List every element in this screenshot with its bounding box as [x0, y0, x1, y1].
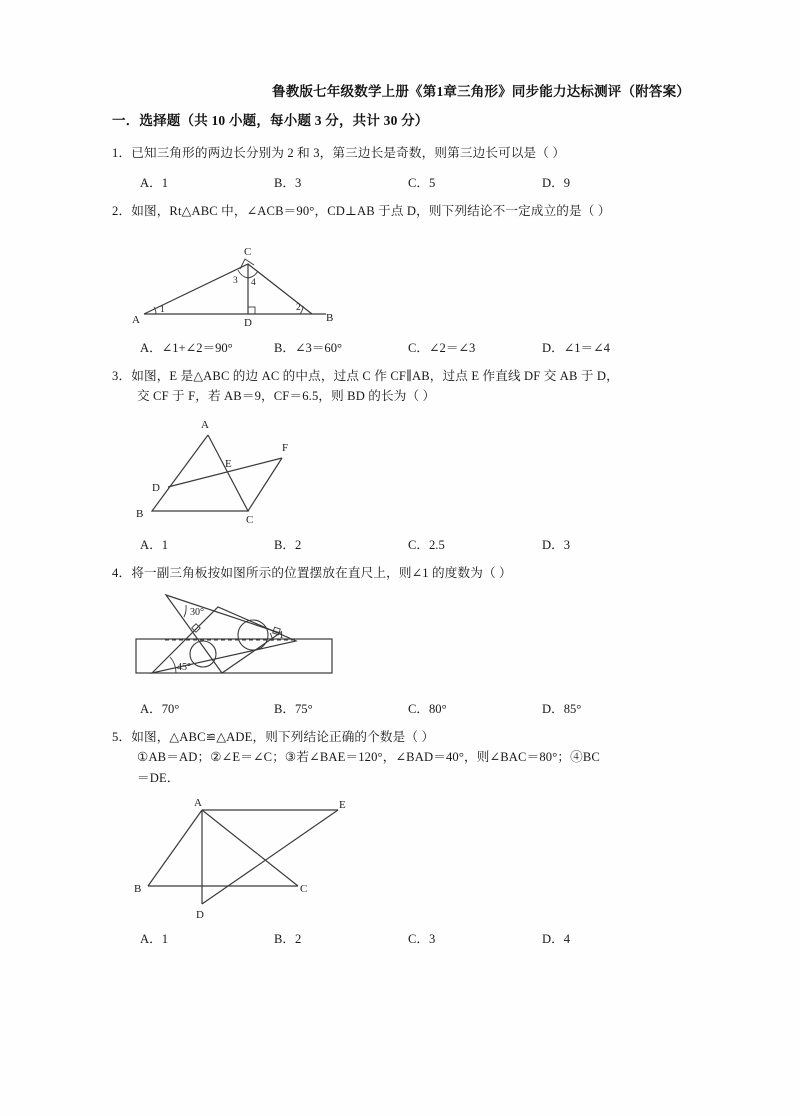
question-3-stem-line2: 交 CF 于 F，若 AB＝9，CF＝6.5，则 BD 的长为（ ）	[137, 389, 436, 404]
label-B: B	[326, 311, 334, 324]
option-a[interactable]: A．1	[140, 176, 168, 191]
option-c[interactable]: C．3	[408, 932, 436, 947]
label-angle-30: 30°	[190, 606, 204, 618]
option-c[interactable]: C．80°	[408, 701, 447, 716]
option-b[interactable]: B．2	[274, 537, 302, 552]
option-c[interactable]: C．5	[408, 176, 436, 191]
label-D: D	[152, 481, 160, 494]
question-2-figure	[112, 228, 690, 328]
page-title: 鲁教版七年级数学上册《第1章三角形》同步能力达标测评（附答案）	[272, 84, 690, 99]
question-4	[112, 563, 690, 717]
question-5	[112, 727, 690, 947]
question-1-options	[112, 172, 690, 191]
question-5-stem-line3: ＝DE．	[137, 770, 180, 785]
question-3-number: 3．	[112, 368, 132, 383]
congruent-triangles-diagram	[130, 794, 375, 919]
option-c[interactable]: C．∠2＝∠3	[408, 340, 476, 355]
question-5-stem	[112, 727, 690, 747]
label-angle-2: 2	[296, 302, 301, 313]
question-2-text: 如图，Rt△ABC 中，∠ACB＝90°，CD⊥AB 于点 D，则下列结论不一定成立的是（ ）	[131, 204, 611, 219]
label-angle-1: 1	[279, 629, 284, 641]
question-3	[112, 366, 690, 553]
question-5-number: 5．	[112, 729, 132, 744]
option-b[interactable]: B．2	[274, 932, 302, 947]
question-3-options	[112, 534, 690, 553]
label-C: C	[300, 883, 308, 896]
label-C: C	[246, 513, 254, 525]
label-B: B	[136, 507, 144, 520]
option-a[interactable]: A．∠1+∠2＝90°	[140, 340, 233, 355]
question-4-text: 将一副三角板按如图所示的位置摆放在直尺上，则∠1 的度数为（ ）	[131, 565, 512, 580]
question-2-options	[112, 337, 690, 356]
option-d[interactable]: D．85°	[542, 701, 582, 716]
option-d[interactable]: D．4	[542, 932, 570, 947]
question-1-text: 已知三角形的两边长分别为 2 和 3，第三边长是奇数，则第三边长可以是（ ）	[131, 146, 566, 160]
midpoint-parallel-triangle-diagram	[130, 413, 345, 525]
question-2	[112, 201, 690, 355]
question-5-options	[112, 928, 690, 947]
label-angle-4: 4	[251, 277, 256, 288]
option-b[interactable]: B．3	[274, 176, 302, 191]
question-3-text: 如图，E 是△ABC 的边 AC 的中点，过点 C 作 CF∥AB，过点 E 作直线 DF 交 AB 于 D，	[131, 368, 619, 383]
question-2-number: 2．	[112, 204, 132, 219]
question-4-stem	[112, 563, 690, 583]
question-3-stem	[112, 366, 690, 386]
question-5-stem-line2: ①AB＝AD；②∠E＝∠C；③若∠BAE＝120°，∠BAD＝40°，则∠BAC＝80°；④BC	[137, 750, 600, 765]
label-F: F	[282, 441, 289, 454]
question-4-number: 4．	[112, 565, 132, 580]
question-4-figure	[112, 589, 690, 689]
section-heading: 一．选择题（共 10 小题，每小题 3 分，共计 30 分）	[112, 113, 429, 128]
question-5-text: 如图，△ABC≌△ADE，则下列结论正确的个数是（ ）	[131, 729, 435, 744]
option-d[interactable]: D．9	[542, 176, 570, 191]
question-4-options	[112, 698, 690, 717]
label-A: A	[201, 418, 209, 431]
right-triangle-altitude-diagram	[130, 228, 345, 328]
question-1	[112, 143, 690, 191]
label-C: C	[244, 245, 252, 258]
label-D: D	[244, 316, 252, 328]
question-2-stem	[112, 201, 690, 221]
label-A: A	[194, 797, 202, 810]
option-a[interactable]: A．70°	[140, 701, 180, 716]
label-angle-3: 3	[233, 275, 238, 286]
option-c[interactable]: C．2.5	[408, 537, 445, 552]
option-d[interactable]: D．3	[542, 537, 570, 552]
label-angle-1: 1	[160, 304, 165, 315]
label-E: E	[339, 799, 346, 812]
page-content	[112, 80, 690, 957]
option-b[interactable]: B．∠3＝60°	[274, 340, 343, 355]
label-D: D	[196, 909, 204, 920]
label-A: A	[132, 313, 140, 326]
label-E: E	[225, 457, 232, 470]
option-a[interactable]: A．1	[140, 932, 168, 947]
label-B: B	[134, 883, 142, 896]
question-1-number: 1．	[112, 146, 132, 160]
option-b[interactable]: B．75°	[274, 701, 313, 716]
question-5-figure	[112, 794, 690, 919]
question-1-stem	[112, 143, 690, 163]
option-d[interactable]: D．∠1＝∠4	[542, 340, 610, 355]
set-squares-on-ruler-diagram	[130, 589, 355, 689]
option-a[interactable]: A．1	[140, 537, 168, 552]
label-angle-45: 45°	[177, 661, 191, 673]
question-3-figure	[112, 413, 690, 525]
